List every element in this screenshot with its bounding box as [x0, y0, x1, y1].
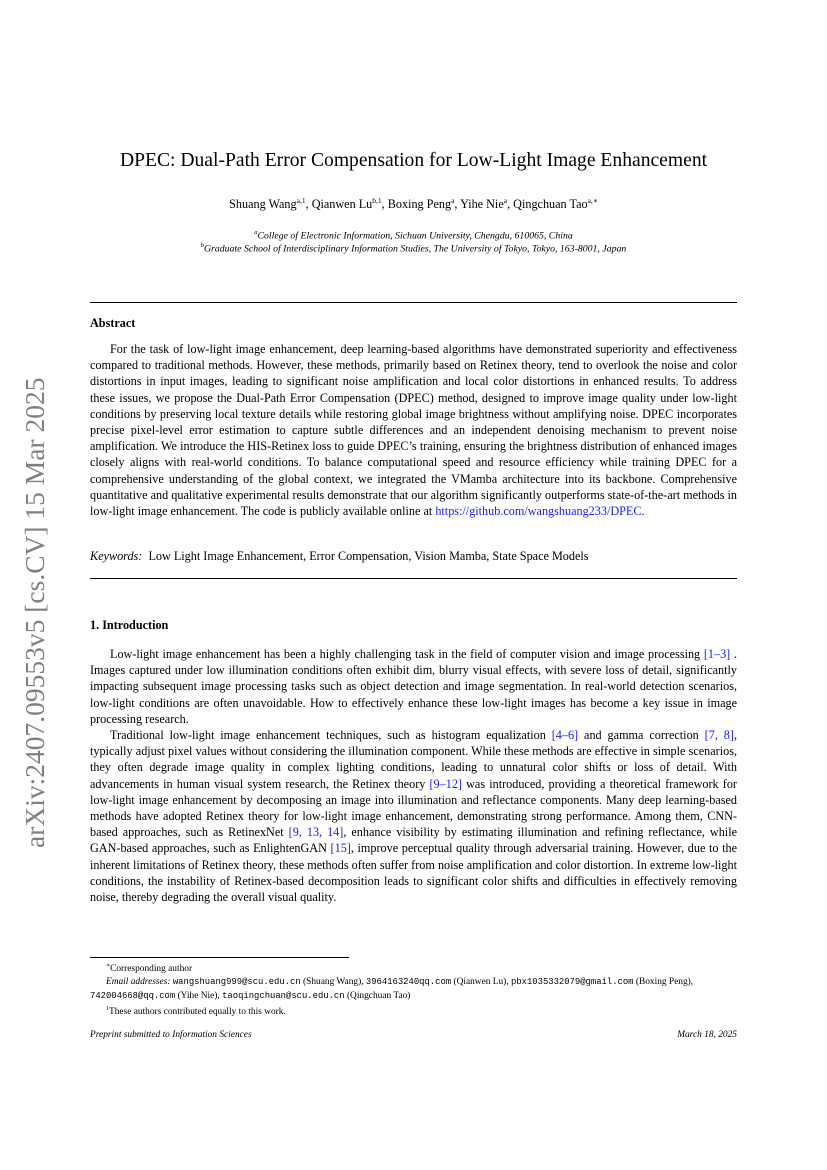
author: Boxing Peng$^a$	[387, 196, 455, 212]
affiliation-b: $^b$Graduate School of Interdisciplinary Information Studies, The University of Tokyo, Tokyo, 163-8001, Japan	[200, 242, 627, 255]
footnote-equal-contribution: $^1$These authors contributed equally to this work.	[106, 1005, 286, 1017]
author: Qingchuan Tao$^{a,∗}$	[513, 196, 598, 212]
arxiv-side-stamp	[18, 358, 52, 848]
citation-link[interactable]: [9, 13, 14]	[288, 825, 344, 840]
abstract-heading: Abstract	[90, 316, 136, 330]
affiliation-a: $^a$College of Electronic Information, Sichuan University, Chengdu, 610065, China	[254, 229, 573, 242]
author: Qianwen Lu$^{b,1}$	[311, 196, 382, 212]
paragraph: Traditional low-light image enhancement techniques, such as histogram equalization [4–6] and gamma correction [7, 8], typically adjust pixel values without considering the illumination component. While these methods are effective in simple scenarios, they often degrade image quality in complex lighting conditions, leading to unnatural color shifts or loss of detail. With advancements in human visual system research, the Retinex theory [9–12] was introduced, providing a theoretical framework for low-light image enhancement by decomposing an image into illumination and reflectance components. Many deep learning-based methods have adopted Retinex theory for low-light image enhancement, demonstrating strong performance. Among them, CNN-based approaches, such as RetinexNet [9, 13, 14], enhance visibility by estimating illumination and refining reflectance, while GAN-based approaches, such as EnlightenGAN [15], improve perceptual quality through adversarial training. However, due to the inherent limitations of Retinex theory, these methods often suffer from noise amplification and color distortion. In extreme low-light conditions, the instability of Retinex-based decomposition leads to significant color shifts and difficulties in effectively removing noise, thereby degrading the overall visual quality.	[90, 728, 738, 905]
section-heading-introduction: 1. Introduction	[90, 618, 169, 632]
footnote-divider	[90, 957, 349, 958]
author: Shuang Wang$^{a,1}$	[229, 196, 306, 212]
footnote-emails: Email addresses: wangshuang999@scu.edu.cn (Shuang Wang), 3964163240qq.com (Qianwen Lu), pbx1035332079@gmail.com (Boxing Peng), 742004668@qq.com (Yihe Nie), taoqingchuan@scu.edu.cn (Qingchuan Tao)	[90, 977, 694, 1001]
citation-link[interactable]: [7, 8]	[704, 728, 734, 743]
footnote-corresponding: ∗Corresponding author	[106, 963, 193, 975]
abstract-body: For the task of low-light image enhancement, deep learning-based algorithms have demonstrated superiority and effectiveness compared to traditional methods. However, these methods, primarily based on Retinex theory, tend to overlook the noise and color distortions in input images, leading to significant noise amplification and local color distortions in enhanced results. To address these issues, we propose the Dual-Path Error Compensation (DPEC) method, designed to improve image quality under low-light conditions by preserving local texture details while restoring global image brightness without amplifying noise. DPEC incorporates precise pixel-level error estimation to capture subtle differences and an independent denoising mechanism to prevent noise amplification. We introduce the HIS-Retinex loss to guide DPEC’s training, ensuring the brightness distribution of enhanced images closely aligns with real-world conditions. To balance computational speed and resource efficiency while training DPEC for a comprehensive understanding of the global context, we integrated the VMamba architecture into its backbone. Comprehensive quantitative and qualitative experimental results demonstrate that our algorithm significantly outperforms state-of-the-art methods in low-light image enhancement. The code is publicly available online at https://github.com/wangshuang233/DPEC.	[90, 342, 737, 519]
author-list: Shuang Wang$^{a,1}$, Qianwen Lu$^{b,1}$, Boxing Peng$^a$, Yihe Nie$^a$, Qingchuan Tao$^{a,∗}$	[229, 196, 598, 212]
citation-link[interactable]: [4–6]	[551, 728, 579, 743]
citation-link[interactable]: [9–12]	[429, 776, 462, 791]
paper-title: DPEC: Dual-Path Error Compensation for Low-Light Image Enhancement	[119, 150, 708, 171]
keywords	[90, 549, 589, 564]
footnotes	[90, 960, 737, 1019]
divider	[90, 302, 737, 303]
introduction-body	[90, 646, 737, 905]
arxiv-identifier: arXiv:2407.09553v5 [cs.CV] 15 Mar 2025	[19, 377, 50, 848]
author: Yihe Nie$^a$	[460, 196, 508, 212]
keywords-text: Low Light Image Enhancement, Error Compensation, Vision Mamba, State Space Models	[148, 549, 589, 563]
citation-link[interactable]: [15]	[330, 841, 351, 856]
paragraph: Low-light image enhancement has been a highly challenging task in the field of computer vision and image processing [1–3] . Images captured under low illumination conditions often exhibit dim, blurry visual effects, with severe loss of detail, significantly impacting subsequent image processing tasks such as object detection and image segmentation. In real-world detection scenarios, low-light conditions are often unavoidable. How to effectively enhance these low-light images has become a key issue in image processing research.	[90, 647, 737, 726]
citation-link[interactable]: [1–3]	[703, 647, 731, 661]
footer-date: March 18, 2025	[677, 1030, 737, 1040]
footer-journal: Preprint submitted to Information Sciences	[90, 1030, 252, 1040]
keywords-label: Keywords:	[90, 549, 143, 563]
code-link[interactable]: https://github.com/wangshuang233/DPEC	[435, 504, 642, 519]
divider	[90, 578, 737, 579]
